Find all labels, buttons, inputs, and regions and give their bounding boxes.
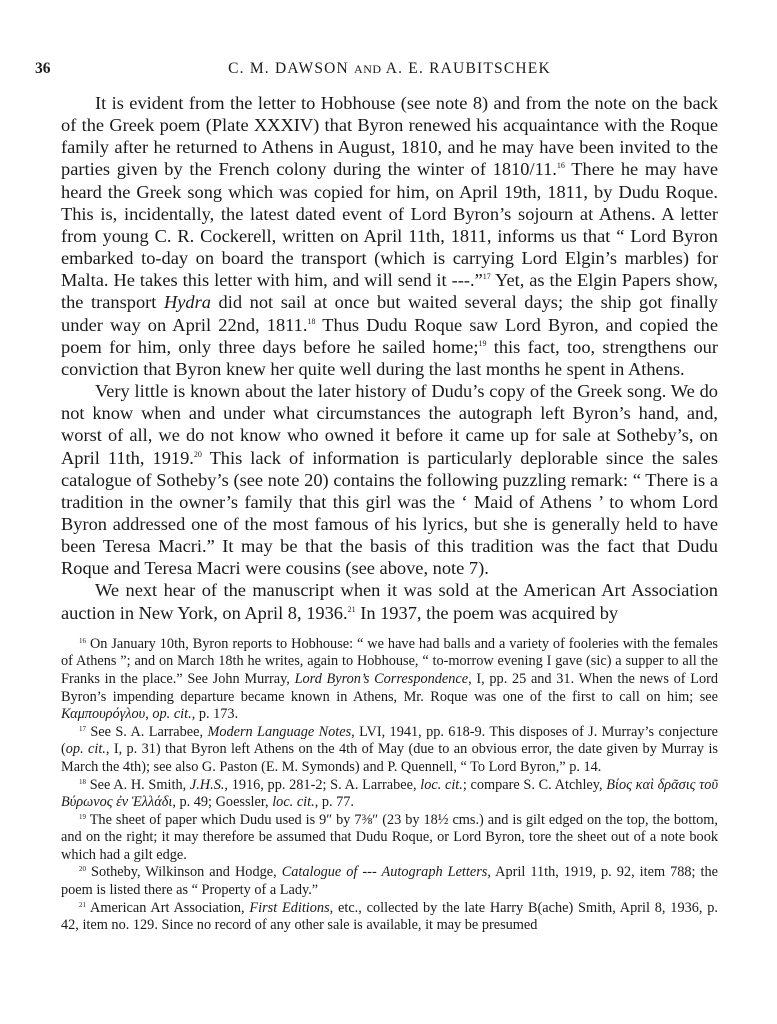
footnote-ref-17[interactable]: 17 [482,272,491,282]
footnote-number: 19 [79,812,86,821]
footnotes [61,636,718,935]
journal-abbrev: J.H.S. [189,776,225,793]
catalogue-title: First Editions [249,899,330,916]
footnote-21: $^{21}$ American Art Association, First Editions, etc., collected by the late Harry B(ache) Smith, April 8, 1936, p. 42, item no. 129. Since no record of any other sale is available, it may be presumed [61,899,718,934]
ship-name: Hydra [163,292,211,313]
footnote-ref-16[interactable]: 16 [556,161,565,171]
citation-abbrev: op. cit. [65,741,106,758]
footnote-number: 21 [79,900,86,909]
citation-abbrev: loc. cit. [420,776,463,793]
footnote-ref-18[interactable]: 18 [307,316,316,326]
greek-citation: Καμπουρόγλου, op. cit. [61,706,192,723]
paragraph-2: Very little is known about the later history of Dudu’s copy of the Greek song. We do not know when and under what circumstances the autograph left Byron’s hand, and, worst of all, we do not know who owned it before it came up for sale at Sotheby’s, on April 11th, 1919.20 This lack of information is particularly deplorable since the sales catalogue of Sotheby’s (see note 20) contains the following puzzling remark: “ There is a tradition in the owner’s family that this girl was the ‘ Maid of Athens ’ to whom Lord Byron addressed one of the most famous of his lyrics, but she is generally held to have been Teresa Macri.” It may be that the basis of this tradition was the fact that Dudu Roque and Teresa Macri were cousins (see above, note 7). [61,381,718,579]
catalogue-title: Catalogue of --- Autograph Letters [281,864,488,881]
paragraph-3: We next hear of the manuscript when it was sold at the American Art Association auction in New York, on April 8, 1936.21 In 1937, the poem was acquired by [61,580,718,623]
book-title: Lord Byron’s Correspondence [294,670,469,687]
footnote-19: $^{19}$ The sheet of paper which Dudu used is 9″ by 7⅜″ (23 by 18½ cms.) and is gilt edged on the top, the bottom, and on the right; it may therefore be assumed that Dudu Roque, or Lord Byron, tore the sheet out of a note book which had a gilt edge. [61,811,718,863]
footnote-number: 17 [79,724,86,733]
author-conjunction: AND [354,62,382,76]
greek-title: Βίος καὶ δρᾶσις τοῦ Βύρωνος ἐν Ἑλλάδι [61,776,719,811]
footnote-20: $^{20}$ Sotheby, Wilkinson and Hodge, Catalogue of --- Autograph Letters, April 11th, 1919, p. 92, item 788; the poem is listed there as “ Property of a Lady.” [61,864,718,899]
citation-abbrev: loc. cit. [272,794,315,811]
footnote-ref-20[interactable]: 20 [193,449,202,459]
running-head-authors [61,60,718,78]
author-1: C. M. DAWSON [228,60,349,77]
footnote-18: $^{18}$ See A. H. Smith, J.H.S., 1916, pp. 281-2; S. A. Larrabee, loc. cit.; compare S. C. Atchley, Βίος καὶ δρᾶσις τοῦ Βύρωνος ἐν Ἑλλάδι, p. 49; Goessler, loc. cit., p. 77. [61,776,719,811]
footnote-number: 16 [79,636,86,645]
footnote-number: 18 [79,777,86,786]
footnote-ref-19[interactable]: 19 [478,338,487,348]
footnote-ref-21[interactable]: 21 [347,604,356,614]
running-header [35,58,718,82]
footnote-17: $^{17}$ See S. A. Larrabee, Modern Language Notes, LVI, 1941, pp. 618-9. This disposes of J. Murray’s conjecture (op. cit., I, p. 31) that Byron left Athens on the 4th of May (due to an obvious error, the date given by Murray is March the 4th); see also G. Paston (E. M. Symonds) and P. Quennell, “ To Lord Byron,” p. 14. [61,723,718,775]
page-number: 36 [35,60,51,77]
page [35,58,719,935]
paragraph-1: It is evident from the letter to Hobhouse (see note 8) and from the note on the back of the Greek poem (Plate XXXIV) that Byron renewed his acquaintance with the Roque family after he returned to Athens in August, 1810, and he may have been invited to the parties given by the French colony during the winter of 1810/11.16 There he may have heard the Greek song which was copied for him, on April 19th, 1811, by Dudu Roque. This is, incidentally, the latest dated event of Lord Byron’s sojourn at Athens. A letter from young C. R. Cockerell, written on April 11th, 1811, informs us that “ Lord Byron embarked to-day on board the transport (which is carrying Lord Elgin’s marbles) for Malta. He takes this letter with him, and will send it ---.”$^{17}$ Yet, as the Elgin Papers show, the transport Hydra did not sail at once but waited several days; the ship got finally under way on April 22nd, 1811.18 Thus Dudu Roque saw Lord Byron, and copied the poem for him, only three days before he sailed home;$^{19}$ this fact, too, strengthens our conviction that Byron knew her quite well during the last months he spent in Athens. [61,93,718,379]
main-text [61,92,718,624]
footnote-16: $^{16}$ On January 10th, Byron reports to Hobhouse: “ we have had balls and a variety of fooleries with the females of Athens ”; and on March 18th he writes, again to Hobhouse, “ to-morrow evening I gave (sic) a supper to all the Franks in the place.” See John Murray, Lord Byron’s Correspondence, I, pp. 25 and 31. When the news of Lord Byron’s impending departure became known in Athens, Mr. Roque was one of the first to call on him; see Καμπουρόγλου, op. cit., p. 173. [61,635,719,723]
author-2: A. E. RAUBITSCHEK [385,60,551,77]
footnote-number: 20 [79,865,86,874]
journal-title: Modern Language Notes [207,723,352,740]
